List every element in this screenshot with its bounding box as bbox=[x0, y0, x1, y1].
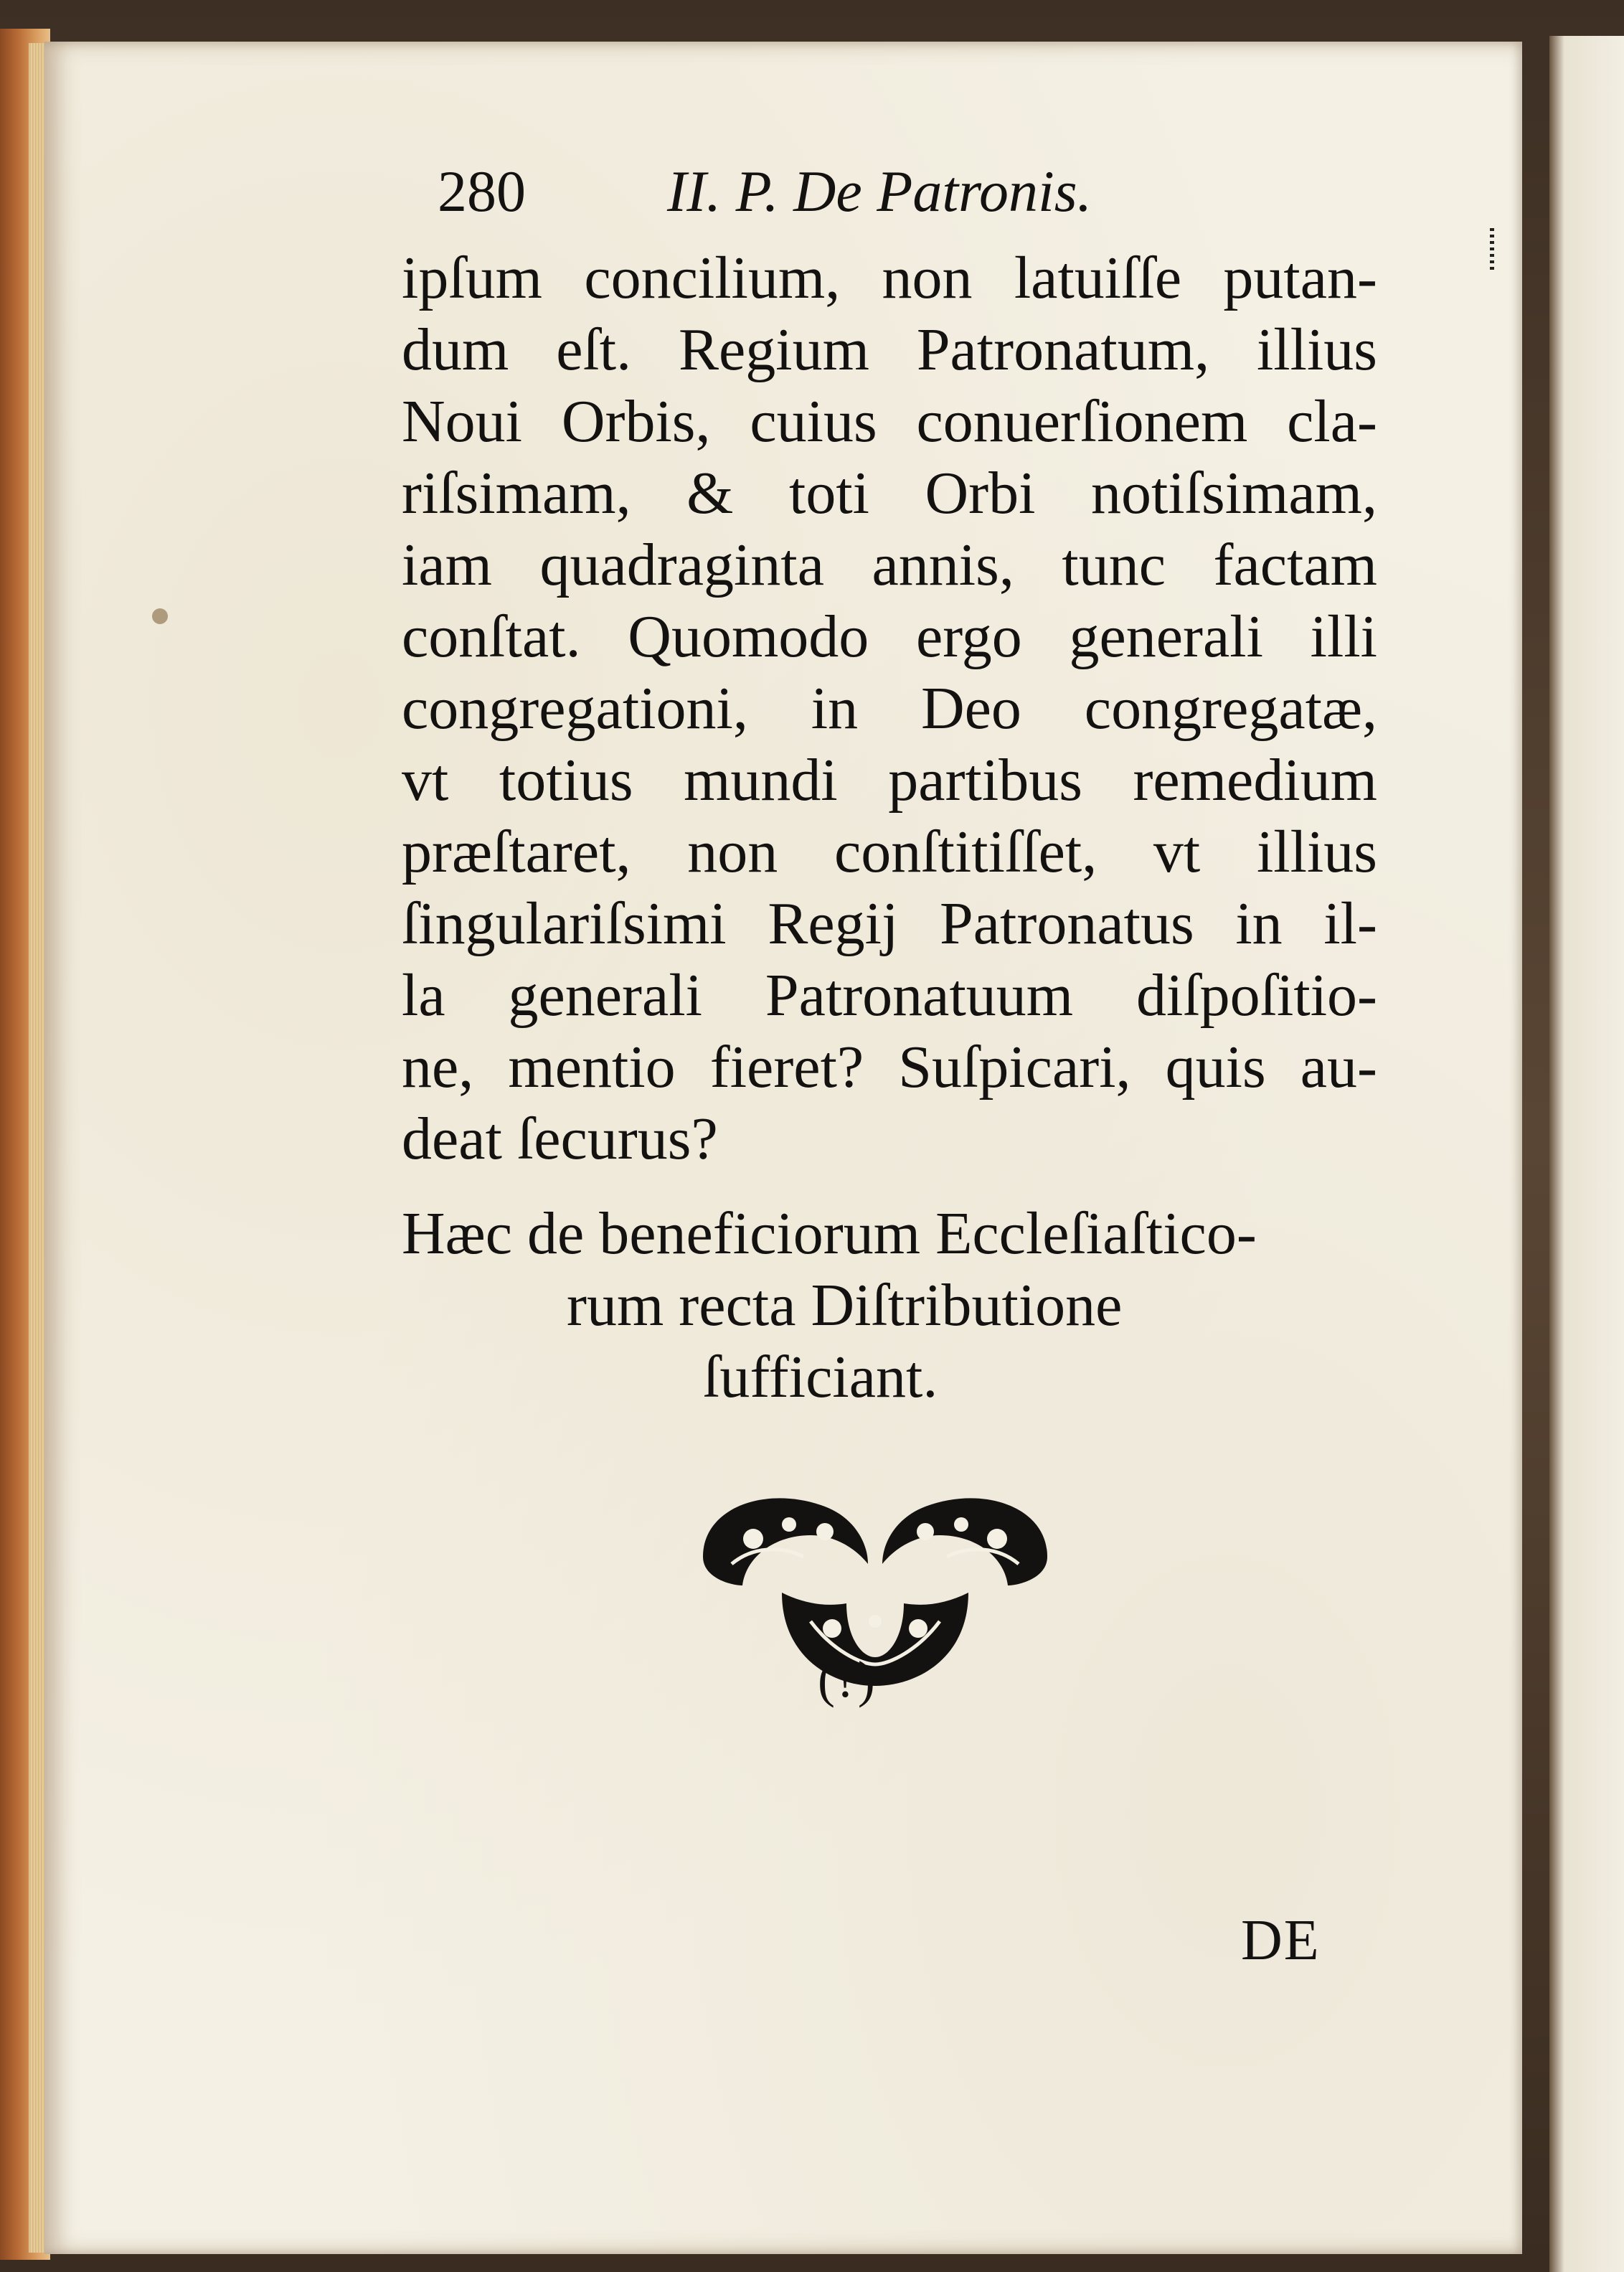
text-line: conſtat. Quomodo ergo generali illi bbox=[402, 603, 1377, 670]
floral-tailpiece-icon bbox=[689, 1478, 1062, 1693]
text-line: præſtaret, non conſtitiſſet, vt illius bbox=[402, 819, 1377, 885]
page-number: 280 bbox=[438, 159, 526, 224]
text-line: congregationi, in Deo congregatæ, bbox=[402, 675, 1377, 742]
adjacent-page bbox=[1549, 36, 1624, 2272]
text-line: ne, mentio fieret? Suſpicari, quis au- bbox=[402, 1034, 1377, 1100]
signature-mark: (?) bbox=[818, 1651, 875, 1708]
text-line: riſsimam, & toti Orbi notiſsimam, bbox=[402, 460, 1377, 527]
conclusion-line: rum recta Diſtributione bbox=[567, 1272, 1123, 1339]
text-line: vt totius mundi partibus remedium bbox=[402, 747, 1377, 814]
body-text bbox=[402, 242, 1377, 1175]
margin-mark bbox=[1490, 228, 1494, 271]
conclusion-line: ſufficiant. bbox=[703, 1344, 938, 1410]
page-header bbox=[402, 143, 1406, 230]
conclusion-line: Hæc de beneficiorum Eccleſiaſtico- bbox=[402, 1200, 1257, 1267]
text-line: la generali Patronatuum diſpoſitio- bbox=[402, 962, 1377, 1029]
text-line: dum eſt. Regium Patronatum, illius bbox=[402, 316, 1377, 383]
text-line: ipſum concilium, non latuiſſe putan- bbox=[402, 245, 1377, 311]
conclusion-text bbox=[402, 1198, 1377, 1413]
text-line: ſingulariſsimi Regij Patronatus in il- bbox=[402, 890, 1377, 957]
text-line: iam quadraginta annis, tunc factam bbox=[402, 532, 1377, 598]
foxing-stain bbox=[152, 608, 168, 624]
text-line: Noui Orbis, cuius conuerſionem cla- bbox=[402, 388, 1377, 455]
catchword: DE bbox=[1241, 1909, 1321, 1972]
running-head: II. P. De Patronis. bbox=[667, 159, 1092, 224]
text-line: deat ſecurus? bbox=[402, 1106, 718, 1172]
